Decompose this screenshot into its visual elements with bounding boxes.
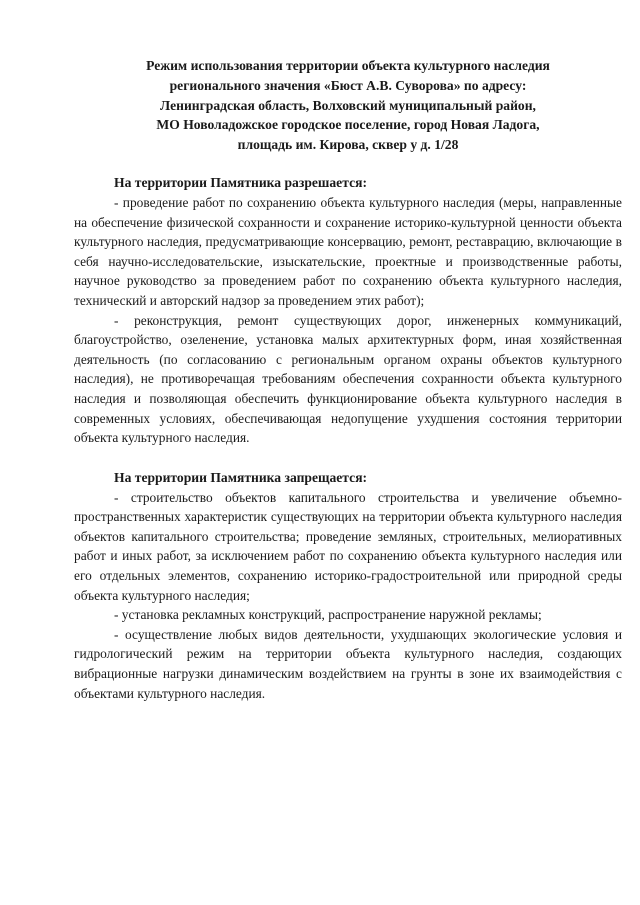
forbidden-item: - установка рекламных конструкций, распространение наружной рекламы; [114, 607, 542, 623]
document-page [74, 56, 622, 703]
allowed-item: - проведение работ по сохранению объекта культурного наследия (меры, направленные на обеспечение физической сохранности и сохранение историко-культурной ценности объекта культурного наследия, предусматривающие консервацию, ремонт, реставрацию, включающие в себя научно-исследовательские, изыскательские, проектные и производственные работы, научное руководство за проведением работ по сохранению объекта культурного наследия, технический и авторский надзор за проведением этих работ); [74, 194, 622, 308]
allowed-item: - реконструкция, ремонт существующих дорог, инженерных коммуникаций, благоустройство, озеленение, установка малых архитектурных форм, иная хозяйственная деятельность (по согласованию с региональным органом охраны объектов культурного наследия), не противоречащая требованиям обеспечения сохранности объекта культурного наследия и позволяющая обеспечить функционирование объекта культурного наследия в современных условиях, обеспечивающая недопущение ухудшения состояния территории объекта культурного наследия. [74, 312, 622, 446]
title-line: МО Новоладожское городское поселение, город Новая Ладога, [156, 117, 540, 133]
forbidden-heading: На территории Памятника запрещается: [114, 469, 368, 485]
forbidden-item: - строительство объектов капитального строительства и увеличение объемно-пространственных характеристик существующих на территории объекта культурного наследия объектов капитального строительства; проведение земляных, строительных, мелиоративных работ и иных работ, за исключением работ по сохранению объекта культурного наследия или его отдельных элементов, сохранению историко-градостроительной или природной среды объекта культурного наследия; [74, 489, 622, 603]
title-line: регионального значения «Бюст А.В. Суворова» по адресу: [169, 77, 527, 93]
allowed-heading: На территории Памятника разрешается: [114, 174, 367, 190]
document-title [74, 56, 622, 155]
forbidden-section [74, 468, 622, 704]
title-line: площадь им. Кирова, сквер у д. 1/28 [237, 137, 459, 153]
title-line: Ленинградская область, Волховский муниципальный район, [160, 97, 536, 113]
allowed-section [74, 173, 622, 448]
title-line: Режим использования территории объекта культурного наследия [146, 58, 550, 73]
forbidden-item: - осуществление любых видов деятельности, ухудшающих экологические условия и гидрологический режим на территории объекта культурного наследия, создающих вибрационные нагрузки динамическим воздействием на грунты в зоне их взаимодействия с объектами культурного наследия. [74, 626, 622, 701]
